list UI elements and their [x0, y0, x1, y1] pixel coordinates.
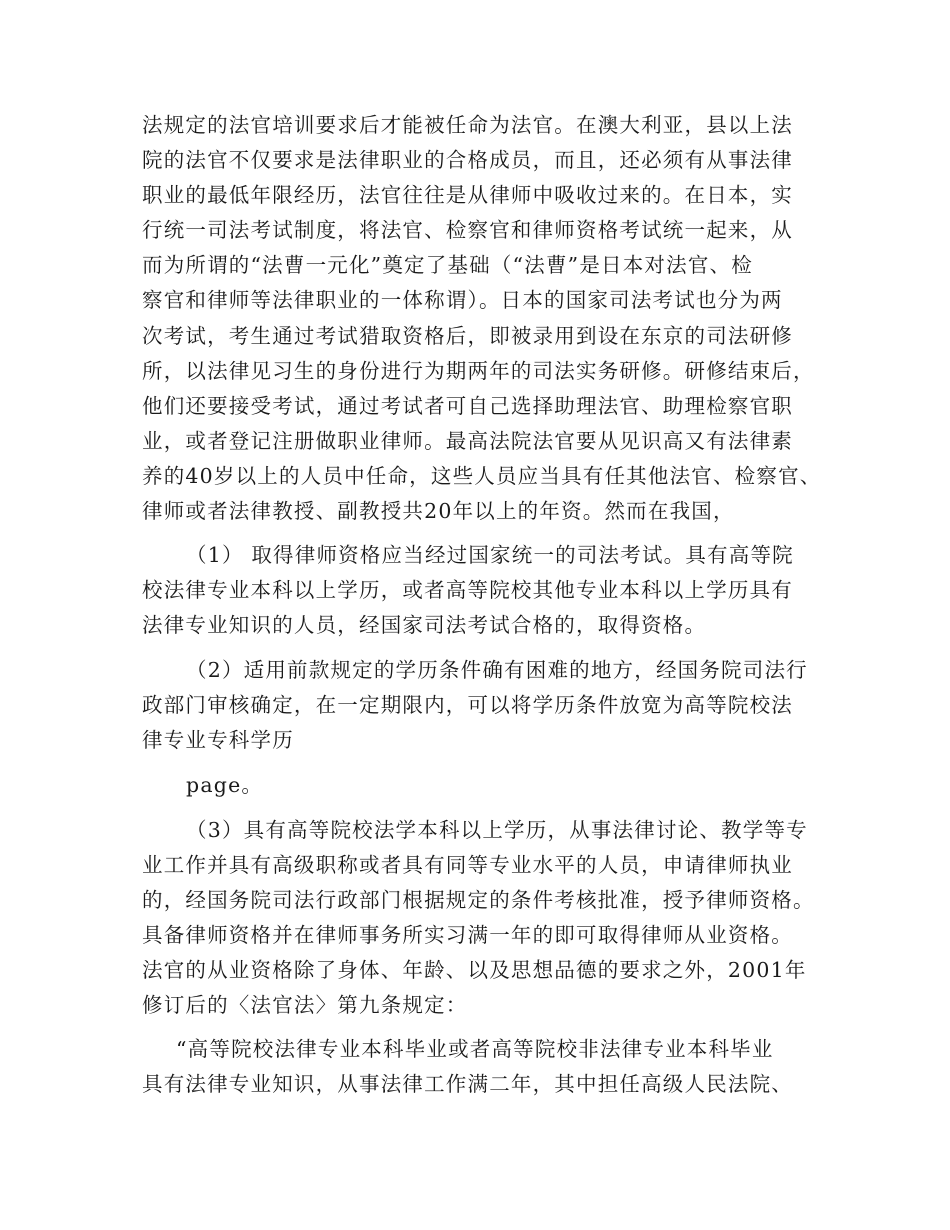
text-line: 业工作并具有高级职称或者具有同等专业水平的人员，申请律师执业	[142, 853, 793, 877]
text-line: 具有法律专业知识，从事法律工作满二年，其中担任高级人民法院、	[142, 1072, 793, 1096]
text-line: 政部门审核确定，在一定期限内，可以将学历条件放宽为高等院校法	[142, 693, 793, 717]
text-line: 律师或者法律教授、副教授共20年以上的年资。然而在我国，	[142, 499, 735, 523]
text-line: 行统一司法考试制度，将法官、检察官和律师资格考试统一起来，从	[142, 218, 793, 242]
text-line: 而为所谓的“法曹一元化”奠定了基础（“法曹”是日本对法官、检	[142, 253, 753, 277]
paragraph-item-2: （2）适用前款规定的学历条件确有困难的地方，经国务院司法行	[186, 658, 808, 682]
text-line: 所，以法律见习生的身份进行为期两年的司法实务研修。研修结束后，	[142, 359, 815, 383]
text-line: 院的法官不仅要求是法律职业的合格成员，而且，还必须有从事法律	[142, 148, 793, 172]
text-line: 法官的从业资格除了身体、年龄、以及思想品德的要求之外，2001年	[142, 958, 807, 982]
text-line: 的，经国务院司法行政部门根据规定的条件考核批准，授予律师资格。	[142, 888, 815, 912]
text-line: 修订后的〈法官法〉第九条规定：	[142, 993, 468, 1017]
text-line: 具备律师资格并在律师事务所实习满一年的即可取得律师从业资格。	[142, 923, 793, 947]
text-line: 业，或者登记注册做职业律师。最高法院法官要从见识高又有法律素	[142, 429, 793, 453]
text-line: 校法律专业本科以上学历，或者高等院校其他专业本科以上学历具有	[142, 578, 793, 602]
quote-line: “高等院校法律专业本科毕业或者高等院校非法律专业本科毕业	[176, 1037, 774, 1061]
paragraph-item-3: （3）具有高等院校法学本科以上学历，从事法律讨论、教学等专	[186, 818, 808, 842]
text-line: 养的40岁以上的人员中任命，这些人员应当具有任其他法官、检察官、	[142, 464, 822, 488]
paragraph-item-1: （1） 取得律师资格应当经过国家统一的司法考试。具有高等院	[186, 543, 794, 567]
text-line: 律专业专科学历	[142, 728, 294, 752]
text-line: 法律专业知识的人员，经国家司法考试合格的，取得资格。	[142, 613, 707, 637]
text-line: 职业的最低年限经历，法官往往是从律师中吸收过来的。在日本，实	[142, 183, 793, 207]
text-line: 次考试，考生通过考试猎取资格后，即被录用到设在东京的司法研修	[142, 324, 793, 348]
text-line: 法规定的法官培训要求后才能被任命为法官。在澳大利亚，县以上法	[142, 113, 793, 137]
text-line: page。	[186, 773, 264, 797]
text-line: 察官和律师等法律职业的一体称谓）。日本的国家司法考试也分为两	[142, 288, 783, 312]
text-line: 他们还要接受考试，通过考试者可自己选择助理法官、助理检察官职	[142, 394, 793, 418]
